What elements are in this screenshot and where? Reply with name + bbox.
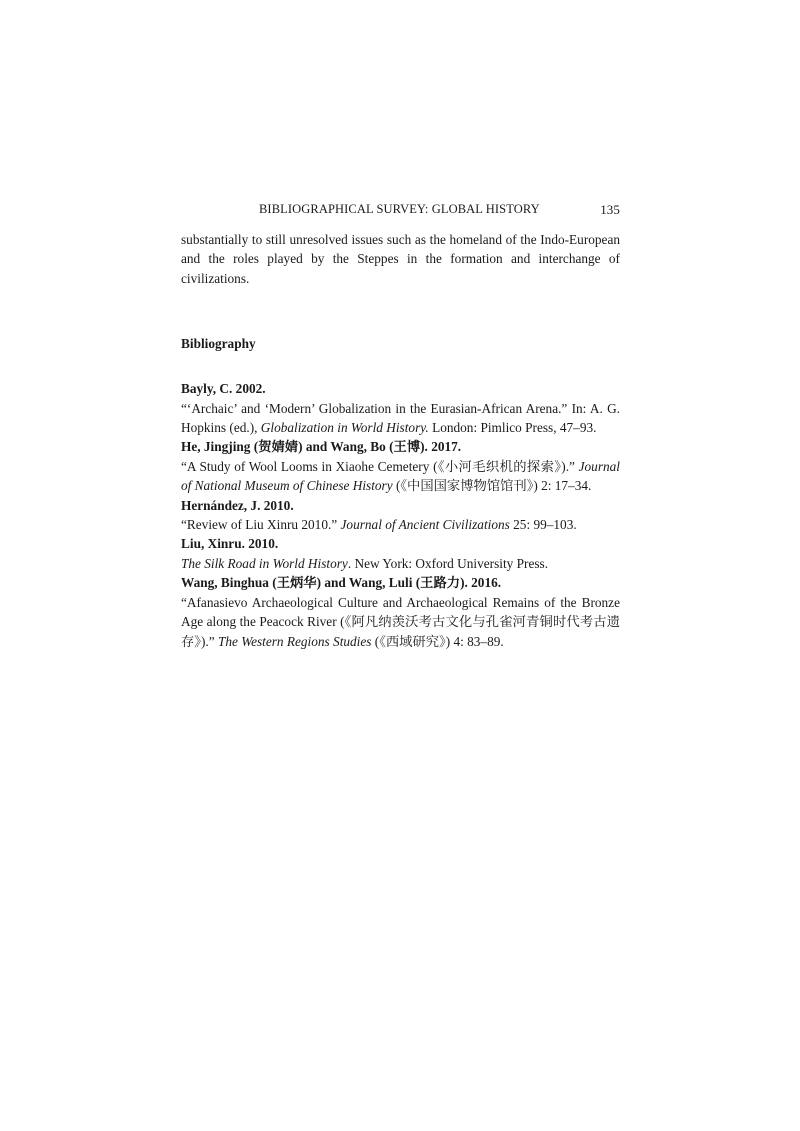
citation-details: (《中国国家博物馆馆刊》) 2: 17–34. [392,478,592,494]
bibliography-entry [181,573,620,651]
citation-publication-title: The Silk Road in World History [181,555,348,571]
entry-citation [181,457,620,496]
bibliography-list [181,379,620,651]
entry-citation [181,593,620,651]
entry-author-year: Wang, Binghua (王炳华) and Wang, Luli (王路力). 2016. [181,575,502,591]
intro-paragraph: substantially to still unresolved issues such as the homeland of the Indo-European and the roles played by the Steppes in the formation and interchange of civilizations. [181,232,620,286]
bibliography-entry [181,379,620,437]
entry-citation [181,515,620,534]
citation-details: 25: 99–103. [509,517,577,533]
citation-publication-title: Globalization in World History. [260,420,429,436]
entry-author-year: Liu, Xinru. 2010. [181,536,279,552]
citation-details: London: Pimlico Press, 47–93. [428,420,597,436]
citation-text: “A Study of Wool Looms in Xiaohe Cemetery (《小河毛织机的探索》).” [181,458,579,474]
running-head [181,200,620,220]
citation-publication-title: The Western Regions Studies [217,633,372,649]
section-title-bibliography: Bibliography [181,336,256,352]
running-head-title: BIBLIOGRAPHICAL SURVEY: GLOBAL HISTORY [259,202,540,216]
citation-details: . New York: Oxford University Press. [347,555,549,571]
entry-author-year: Hernández, J. 2010. [181,497,294,513]
bibliography-entry [181,534,620,573]
bibliography-entry [181,496,620,535]
entry-citation [181,554,620,573]
page-number: 135 [600,202,620,217]
citation-publication-title: Journal of Ancient Civilizations [340,517,510,533]
citation-text: “Review of Liu Xinru 2010.” [181,517,341,533]
page-content [181,200,620,651]
entry-citation [181,399,620,438]
citation-details: (《西域研究》) 4: 83–89. [371,633,504,649]
entry-author-year: He, Jingjing (贺婧婧) and Wang, Bo (王博). 2017. [181,439,462,455]
citation-text: “Afanasievo Archaeological Culture and Archaeological Remains of the Bronze Age along the Peacock River (《阿凡纳羡沃考古文化与孔雀河青铜时代考古遗存》).” [181,594,620,649]
citation-publication-title: Journal of National Museum of Chinese History [181,458,620,494]
bibliography-entry [181,437,620,495]
citation-text: “‘Archaic’ and ‘Modern’ Globalization in the Eurasian-African Arena.” In: A. G. Hopkins (ed.), [181,400,620,436]
entry-author-year: Bayly, C. 2002. [181,381,266,397]
